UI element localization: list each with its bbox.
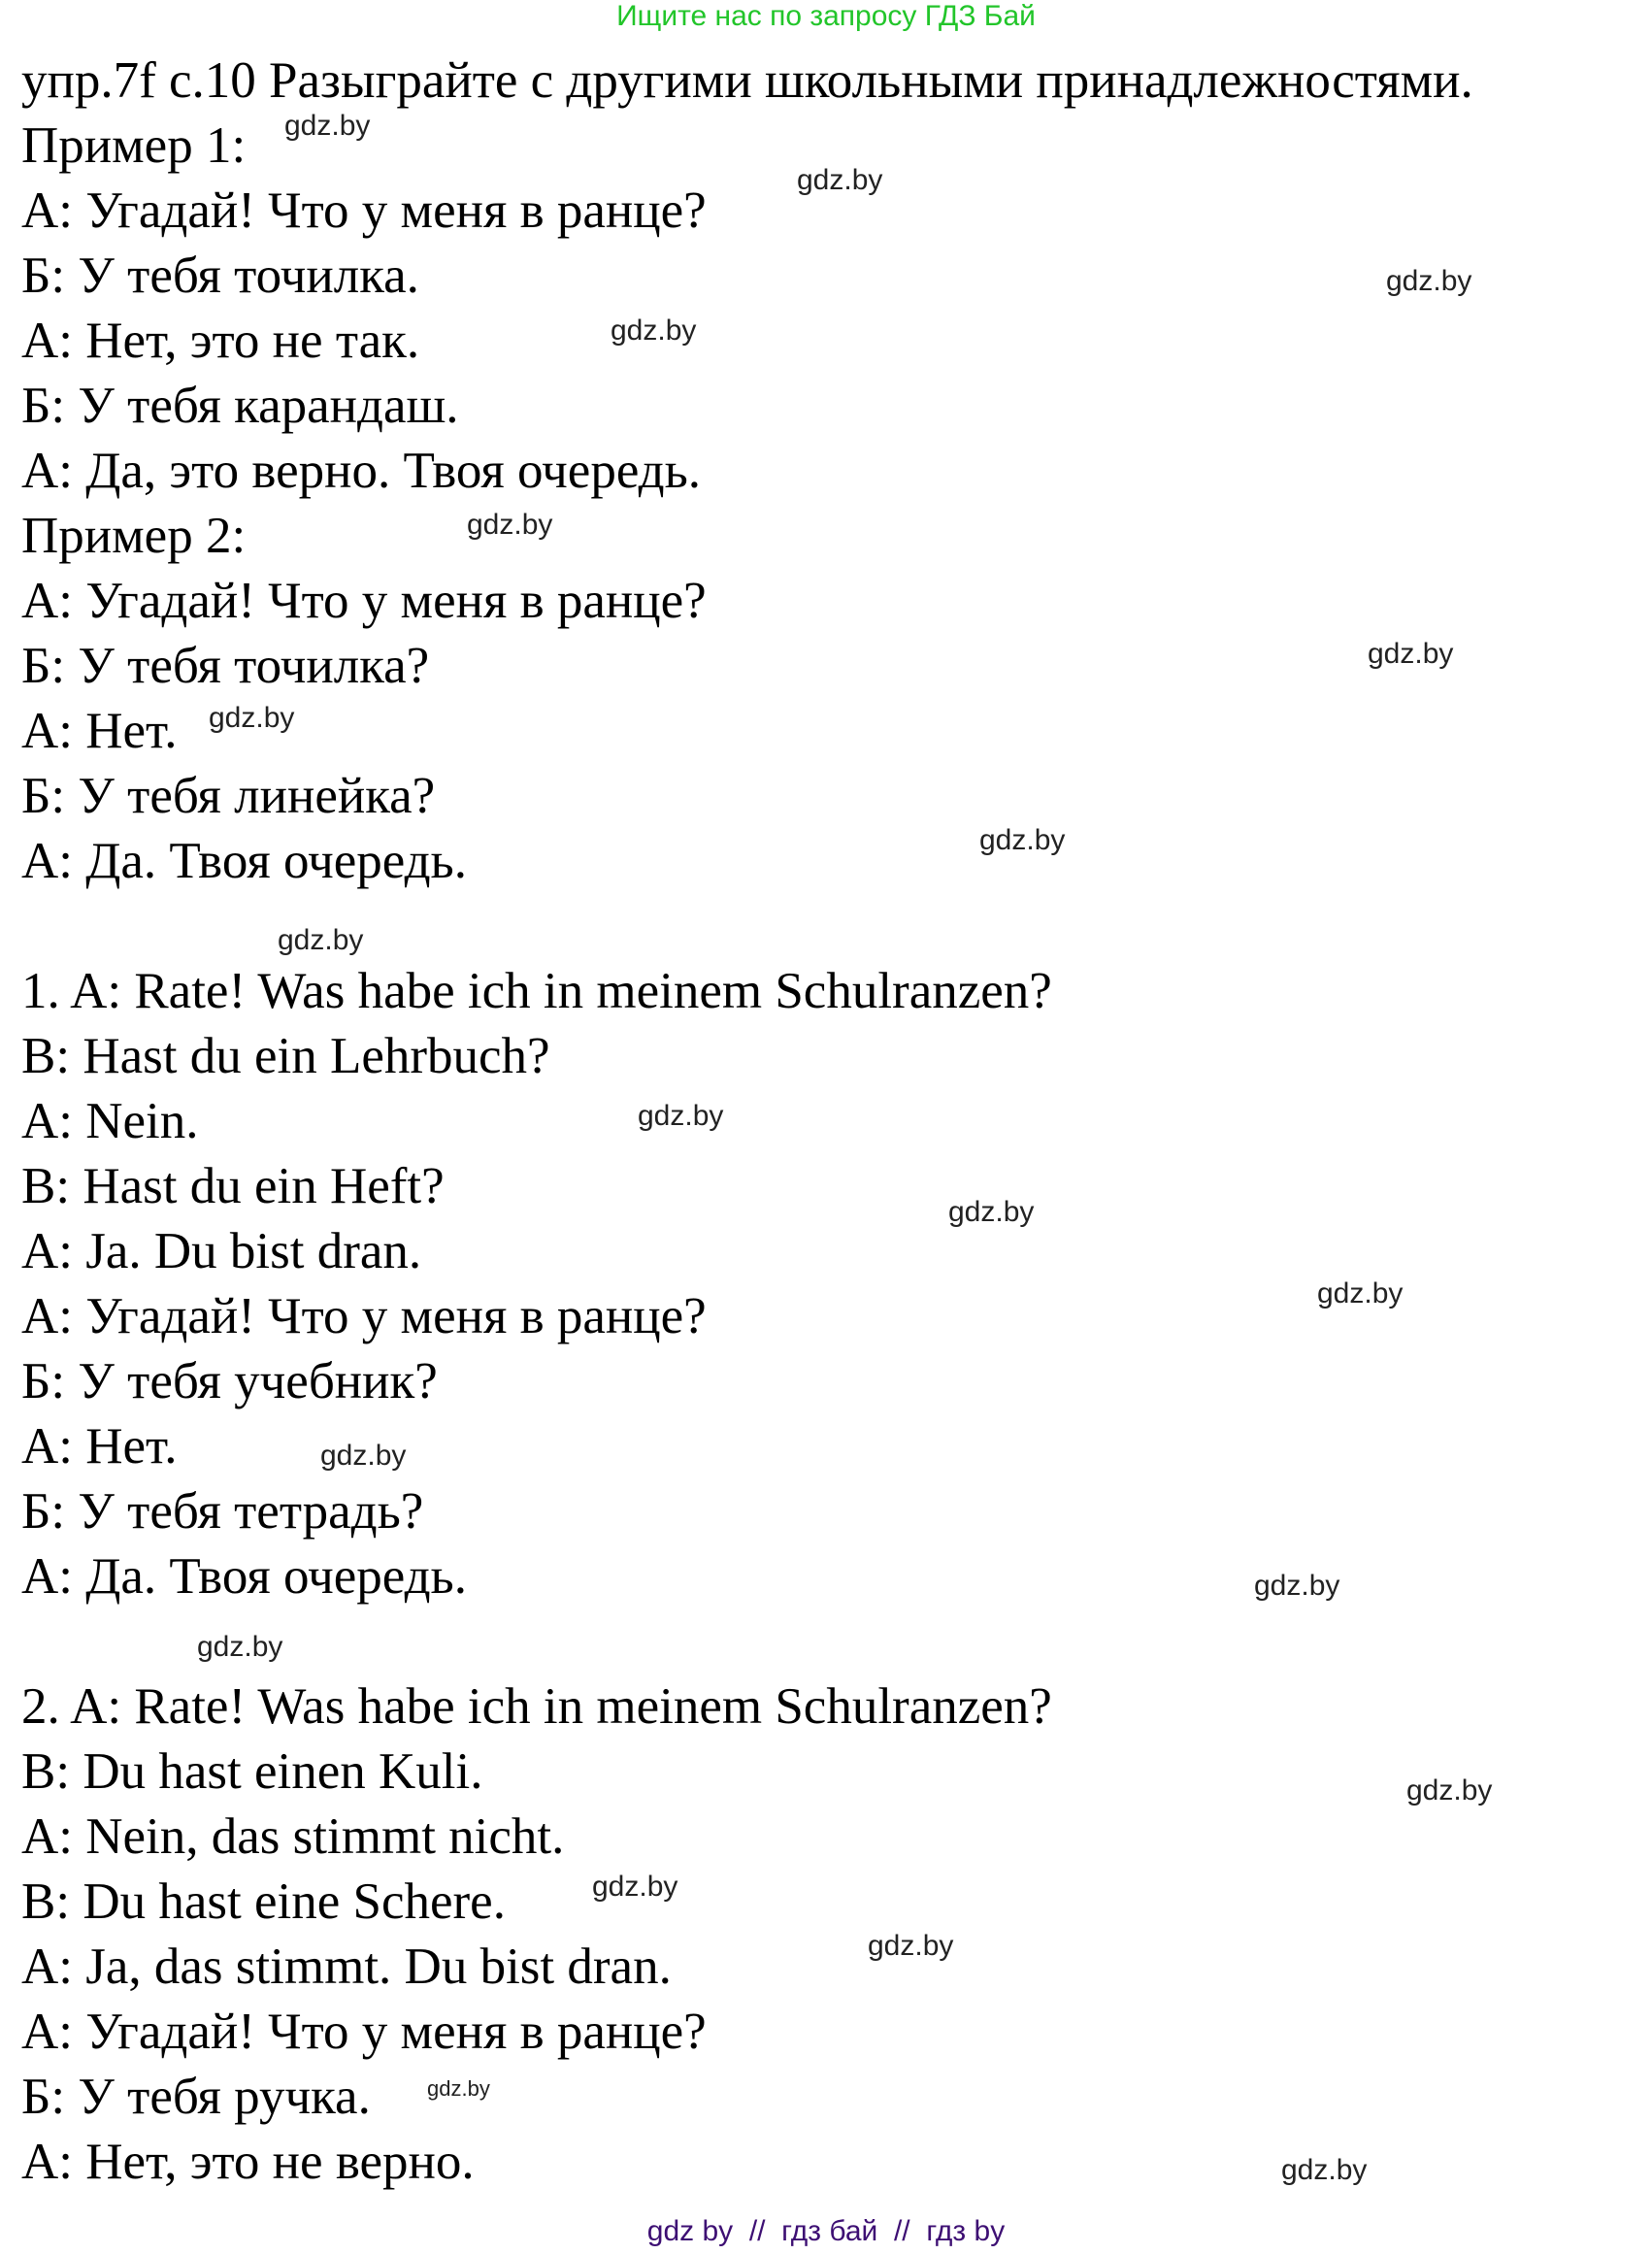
text-line: A: Ja. Du bist dran. xyxy=(21,1223,422,1279)
text-line: Пример 1: xyxy=(21,117,247,174)
watermark-text: gdz.by xyxy=(1406,1774,1493,1807)
watermark-text: gdz.by xyxy=(868,1930,954,1962)
watermark-text: gdz.by xyxy=(209,702,295,734)
watermark-text: gdz.by xyxy=(1368,638,1454,670)
text-line: А: Нет, это не так. xyxy=(21,313,420,369)
text-line: Б: У тебя линейка? xyxy=(21,768,436,824)
text-line: А: Нет, это не верно. xyxy=(21,2134,475,2190)
watermark-text: gdz.by xyxy=(611,315,697,347)
text-line: 1. A: Rate! Was habe ich in meinem Schulranzen? xyxy=(21,963,1052,1019)
text-line: А: Угадай! Что у меня в ранце? xyxy=(21,1288,707,1344)
watermark-text: gdz.by xyxy=(320,1440,407,1472)
header-banner: Ищите нас по запросу ГДЗ Бай xyxy=(616,0,1036,32)
text-line: Б: У тебя учебник? xyxy=(21,1353,438,1409)
watermark-text: gdz.by xyxy=(427,2076,490,2101)
text-line: А: Нет. xyxy=(21,1418,178,1475)
text-line: B: Hast du ein Heft? xyxy=(21,1158,445,1214)
watermark-text: gdz.by xyxy=(1386,265,1472,297)
exercise-text xyxy=(21,49,1473,2195)
text-line: A: Nein, das stimmt nicht. xyxy=(21,1808,565,1865)
text-line: B: Hast du ein Lehrbuch? xyxy=(21,1028,550,1084)
watermark-text: gdz.by xyxy=(1317,1277,1404,1309)
watermark-text: gdz.by xyxy=(979,824,1066,856)
watermark-text: gdz.by xyxy=(1254,1570,1340,1602)
text-line: А: Да, это верно. Твоя очередь. xyxy=(21,443,702,499)
text-line: 2. A: Rate! Was habe ich in meinem Schulranzen? xyxy=(21,1678,1052,1735)
text-line: А: Нет. xyxy=(21,703,178,759)
text-line: Б: У тебя карандаш. xyxy=(21,378,459,434)
exercise-title: упр.7f с.10 Разыграйте с другими школьными принадлежностями. xyxy=(21,52,1473,109)
watermark-text: gdz.by xyxy=(638,1100,724,1132)
text-line: Б: У тебя точилка? xyxy=(21,638,430,694)
watermark-text: gdz.by xyxy=(284,110,371,142)
text-line: B: Du hast einen Kuli. xyxy=(21,1743,483,1800)
watermark-text: gdz.by xyxy=(197,1631,283,1663)
text-line: A: Ja, das stimmt. Du bist dran. xyxy=(21,1939,672,1995)
text-line: Пример 2: xyxy=(21,508,247,564)
text-line: А: Угадай! Что у меня в ранце? xyxy=(21,182,707,239)
text-line: B: Du hast eine Schere. xyxy=(21,1873,506,1930)
text-line: А: Да. Твоя очередь. xyxy=(21,833,467,889)
text-line: A: Nein. xyxy=(21,1093,199,1149)
watermark-text: gdz.by xyxy=(948,1196,1035,1228)
watermark-text: gdz.by xyxy=(278,924,364,956)
text-line: Б: У тебя ручка. xyxy=(21,2069,371,2125)
text-line: Б: У тебя точилка. xyxy=(21,248,419,304)
text-line: А: Угадай! Что у меня в ранце? xyxy=(21,573,707,629)
text-line: Б: У тебя тетрадь? xyxy=(21,1483,424,1540)
text-line: А: Угадай! Что у меня в ранце? xyxy=(21,2004,707,2060)
footer-watermark: gdz by // гдз бай // гдз by xyxy=(646,2215,1006,2247)
watermark-text: gdz.by xyxy=(467,509,553,541)
text-line: А: Да. Твоя очередь. xyxy=(21,1548,467,1605)
watermark-text: gdz.by xyxy=(592,1871,678,1903)
watermark-text: gdz.by xyxy=(1281,2154,1368,2186)
watermark-text: gdz.by xyxy=(797,164,883,196)
